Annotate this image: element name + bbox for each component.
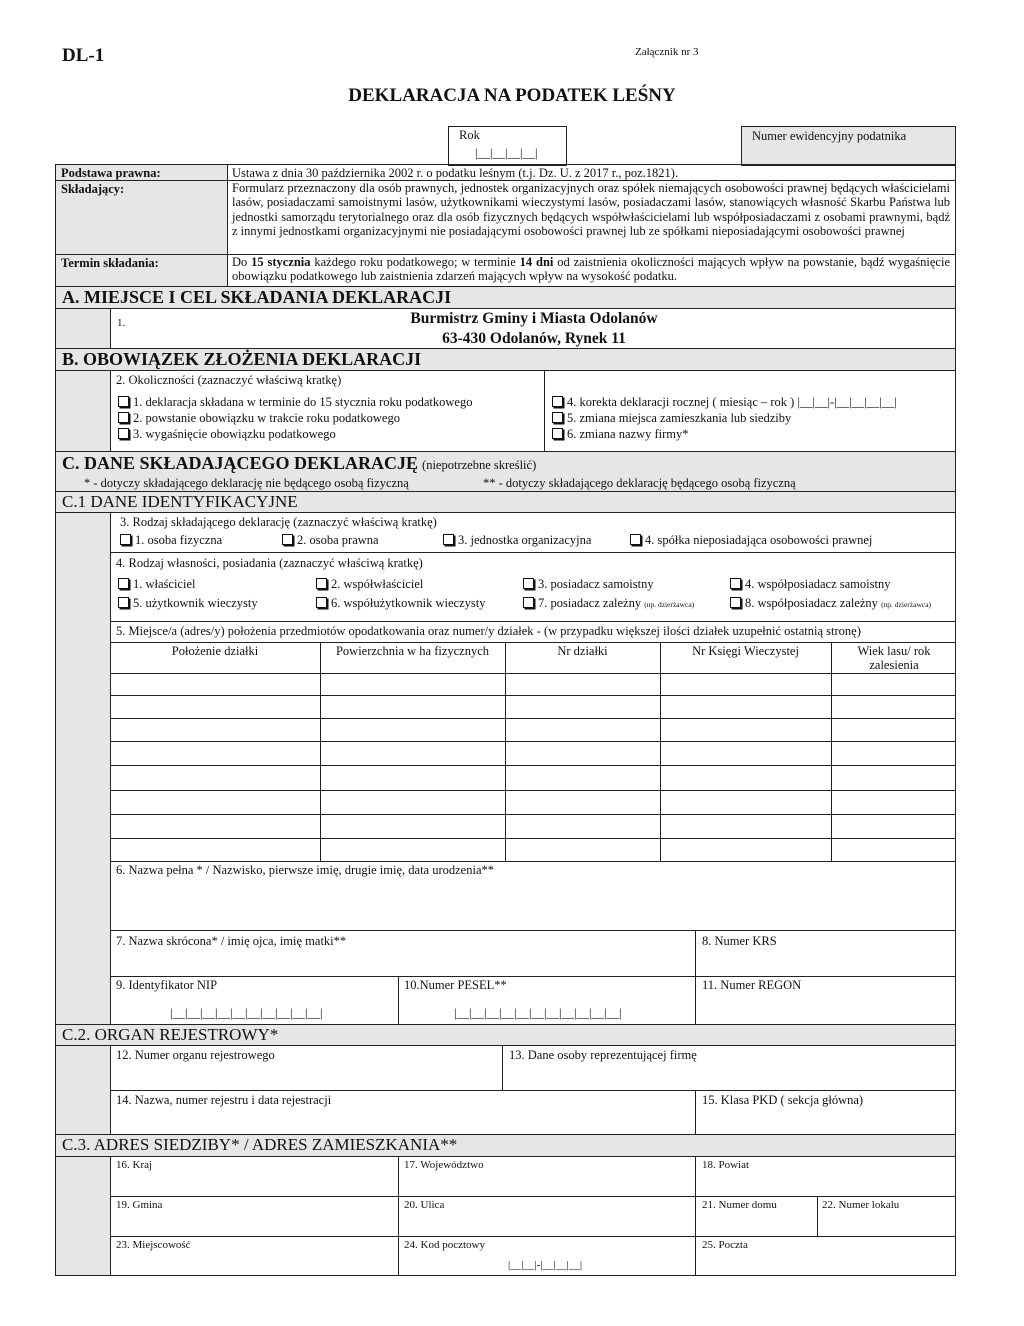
field-10-boxes[interactable]: |__|__|__|__|__|__|__|__|__|__|__|: [454, 1006, 622, 1020]
field-4-option-7[interactable]: 7. posiadacz zależny (np. dzierżawca): [523, 596, 694, 611]
field-12-label: 12. Numer organu rejestrowego: [116, 1048, 275, 1062]
page-title: DEKLARACJA NA PODATEK LEŚNY: [348, 85, 676, 106]
section-b-title: B. OBOWIĄZEK ZŁOŻENIA DEKLARACJI: [62, 349, 422, 369]
field-20-label: 20. Ulica: [404, 1199, 445, 1211]
taxpayer-number-label: Numer ewidencyjny podatnika: [752, 129, 907, 143]
parcels-table: [110, 642, 956, 861]
section-b-header: [55, 348, 956, 371]
option-4[interactable]: 4. korekta deklaracji rocznej ( miesiąc – rok ) |__|__|-|__|__|__|__|: [552, 395, 897, 410]
checkbox-icon: [118, 578, 129, 589]
field-3-option-1[interactable]: 1. osoba fizyczna: [120, 533, 222, 548]
c3-title: C.3. ADRES SIEDZIBY* / ADRES ZAMIESZKANIA**: [62, 1135, 458, 1154]
circumstances-label: 2. Okoliczności (zaznaczyć właściwą kratkę): [116, 373, 342, 387]
col-header-area: Powierzchnia w ha fizycznych: [335, 644, 490, 658]
field-3-label: 3. Rodzaj składającego deklarację (zaznaczyć właściwą kratkę): [120, 515, 437, 529]
field-19-label: 19. Gmina: [116, 1199, 163, 1211]
section-a-title: A. MIEJSCE I CEL SKŁADANIA DEKLARACJI: [62, 287, 452, 307]
field-6-label: 6. Nazwa pełna * / Nazwisko, pierwsze imię, drugie imię, data urodzenia**: [116, 863, 494, 877]
authority-address: 63-430 Odolanów, Rynek 11: [442, 330, 626, 347]
field-4-option-4[interactable]: 4. współposiadacz samoistny: [730, 577, 890, 592]
submitter-label: Składający:: [61, 182, 125, 196]
field-3-option-2[interactable]: 2. osoba prawna: [282, 533, 379, 548]
deadline-label: Termin składania:: [61, 256, 159, 270]
checkbox-icon: [552, 428, 563, 439]
legal-basis-label: Podstawa prawna:: [61, 166, 161, 180]
field-10-label: 10.Numer PESEL**: [404, 978, 507, 992]
field-9-label: 9. Identyfikator NIP: [116, 978, 218, 992]
authority-num: 1.: [117, 317, 126, 329]
section-c-title: C. DANE SKŁADAJĄCEGO DEKLARACJĘ (niepotrzebne skreślić): [62, 453, 537, 473]
col-header-parcel-number: Nr działki: [557, 644, 608, 658]
field-4-option-8[interactable]: 8. współposiadacz zależny (np. dzierżawca): [730, 596, 931, 611]
c3-fields: [110, 1156, 956, 1276]
field-21-label: 21. Numer domu: [702, 1199, 777, 1211]
field-4-option-2[interactable]: 2. współwłaściciel: [316, 577, 423, 592]
field-15-label: 15. Klasa PKD ( sekcja główna): [702, 1093, 864, 1107]
c1-header: [55, 491, 956, 513]
field-9-boxes[interactable]: |__|__|__|__|__|__|__|__|__|__|: [170, 1006, 323, 1020]
checkbox-icon: [316, 578, 327, 589]
field-8-label: 8. Numer KRS: [702, 934, 777, 948]
year-label: Rok: [459, 128, 480, 142]
checkbox-icon: [118, 428, 129, 439]
checkbox-icon: [443, 534, 454, 545]
checkbox-icon: [552, 412, 563, 423]
note-legal-person: * - dotyczy składającego deklarację nie będącego osobą fizyczną: [84, 476, 409, 490]
checkbox-icon: [316, 597, 327, 608]
field-16-label: 16. Kraj: [116, 1159, 153, 1171]
checkbox-icon: [523, 597, 534, 608]
checkbox-icon: [118, 396, 129, 407]
checkbox-icon: [552, 396, 563, 407]
field-24-boxes[interactable]: |__|__|-|__|__|__|: [508, 1259, 583, 1271]
form-code: DL-1: [62, 45, 105, 66]
c3-header: [55, 1134, 956, 1157]
taxpayer-number-field[interactable]: [741, 126, 956, 166]
section-a-header: [55, 286, 956, 309]
field-4-option-1[interactable]: 1. właściciel: [118, 577, 195, 592]
option-6[interactable]: 6. zmiana nazwy firmy*: [552, 427, 688, 442]
field-25-label: 25. Poczta: [702, 1239, 748, 1251]
c1-title: C.1 DANE IDENTYFIKACYJNE: [62, 492, 298, 511]
option-3[interactable]: 3. wygaśnięcie obowiązku podatkowego: [118, 427, 336, 442]
checkbox-icon: [630, 534, 641, 545]
col-header-land-register: Nr Księgi Wieczystej: [692, 644, 799, 658]
field-4-label: 4. Rodzaj własności, posiadania (zaznaczyć właściwą kratkę): [116, 556, 423, 570]
year-field[interactable]: [448, 126, 567, 166]
authority-field: [110, 308, 956, 349]
col-header-location: Położenie działki: [171, 644, 259, 658]
option-1[interactable]: 1. deklaracja składana w terminie do 15 stycznia roku podatkowego: [118, 395, 472, 410]
note-natural-person: ** - dotyczy składającego deklarację będącego osobą fizyczną: [483, 476, 796, 490]
checkbox-icon: [730, 597, 741, 608]
field-3-option-3[interactable]: 3. jednostka organizacyjna: [443, 533, 591, 548]
field-13-label: 13. Dane osoby reprezentującej firmę: [509, 1048, 697, 1062]
section-c-header: [55, 451, 956, 492]
field-4-option-3[interactable]: 3. posiadacz samoistny: [523, 577, 654, 592]
field-18-label: 18. Powiat: [702, 1159, 750, 1171]
col-header-forest-age: Wiek lasu/ rok zalesienia: [857, 644, 931, 672]
checkbox-icon: [730, 578, 741, 589]
c2-header: [55, 1024, 956, 1046]
checkbox-icon: [118, 597, 129, 608]
checkbox-icon: [282, 534, 293, 545]
field-4-option-6[interactable]: 6. współużytkownik wieczysty: [316, 596, 486, 611]
option-5[interactable]: 5. zmiana miejsca zamieszkania lub siedziby: [552, 411, 791, 426]
field-5-label: 5. Miejsce/a (adres/y) położenia przedmiotów opodatkowania oraz numer/y działek - (w przypadku większej ilości działek uzupełnić ostatnią stronę): [116, 624, 861, 638]
field-11-label: 11. Numer REGON: [702, 978, 802, 992]
authority-name: Burmistrz Gminy i Miasta Odolanów: [410, 310, 658, 327]
year-boxes: |__|__|__|__|: [475, 146, 538, 160]
field-24-label: 24. Kod pocztowy: [404, 1239, 485, 1251]
checkbox-icon: [523, 578, 534, 589]
option-2[interactable]: 2. powstanie obowiązku w trakcie roku podatkowego: [118, 411, 400, 426]
field-4-option-5[interactable]: 5. użytkownik wieczysty: [118, 596, 258, 611]
checkbox-icon: [118, 412, 129, 423]
field-22-label: 22. Numer lokalu: [822, 1199, 900, 1211]
attachment-note: Załącznik nr 3: [635, 46, 699, 58]
field-23-label: 23. Miejscowość: [116, 1239, 191, 1251]
deadline-text: Do 15 stycznia każdego roku podatkowego; w terminie 14 dni od zaistnienia okoliczności mających wpływ na powstanie, bądź wygaśnięcie obowiązku podatkowego lub zaistnienia zdarzeń mających wpływ na wysokość podatku.: [232, 255, 951, 284]
c2-title: C.2. ORGAN REJESTROWY*: [62, 1025, 279, 1044]
checkbox-icon: [120, 534, 131, 545]
submitter-text: Formularz przeznaczony dla osób prawnych, jednostek organizacyjnych oraz spółek niemających osobowości prawnej będących właścicielami lasów, posiadaczami samoistnymi lasów, użytkownikami wieczystymi lasów, posiadaczami lasów, stanowiących własność Skarbu Państwa lub jednostki samorządu terytorialnego oraz dla osób fizycznych będących współwłaścicielami lub współposiadaczami z osobami prawnymi, bądź z innymi jednostkami organizacyjnymi nie posiadającymi osobowości prawnej lub ze spółkami nieposiadającymi osobowości prawnej: [232, 181, 950, 238]
legal-basis-text: Ustawa z dnia 30 października 2002 r. o podatku leśnym (t.j. Dz. U. z 2017 r., poz.1821).: [232, 166, 679, 180]
field-7-label: 7. Nazwa skrócona* / imię ojca, imię matki**: [116, 934, 347, 948]
field-17-label: 17. Województwo: [404, 1159, 484, 1171]
field-14-label: 14. Nazwa, numer rejestru i data rejestracji: [116, 1093, 332, 1107]
field-3-option-4[interactable]: 4. spółka nieposiadająca osobowości prawnej: [630, 533, 872, 548]
